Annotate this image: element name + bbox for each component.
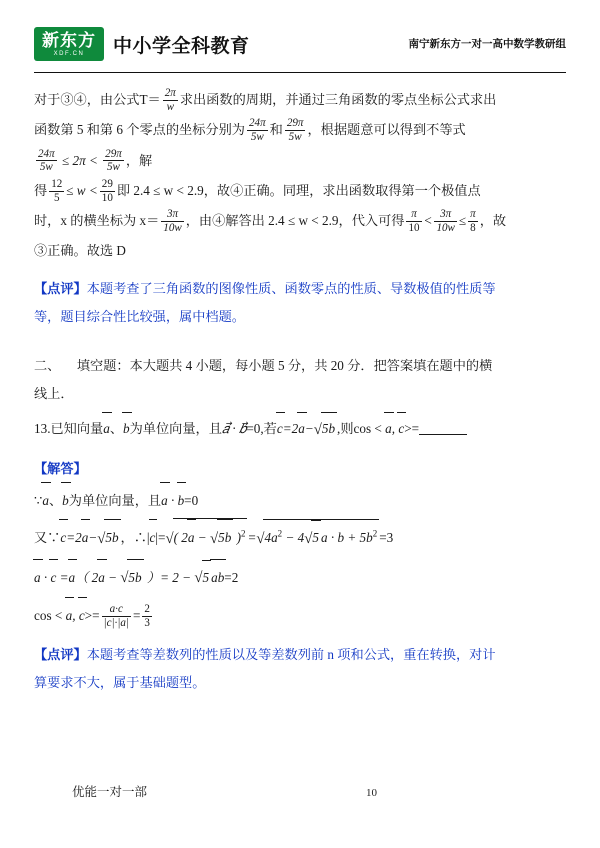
- comment-tag-2: 【点评】: [34, 647, 87, 663]
- s4-left: cos <: [34, 608, 63, 624]
- vector-c-3: c: [150, 520, 156, 554]
- department-label: 南宁新东方一对一高中数学教研组: [408, 37, 566, 50]
- p4-text-a: 得: [34, 182, 48, 198]
- s2-result: =3: [379, 529, 394, 545]
- q13-text-a: 已知向量: [50, 420, 104, 436]
- logo-sub-text: XDF.CN: [53, 50, 85, 57]
- dot-product-ab: 𝑎⃗ · 𝑏⃗: [221, 420, 247, 436]
- sqrt-5b-2: √5b: [97, 519, 120, 558]
- p1-text-b: 求出函数的周期，并通过三角函数的零点坐标公式求出: [179, 92, 497, 107]
- vector-b-1: b: [123, 413, 130, 443]
- q13-text-e: >=: [404, 420, 420, 436]
- comment-tag-1: 【点评】: [34, 280, 87, 296]
- relation-3: <: [423, 213, 433, 229]
- vector-c-1: c: [277, 413, 283, 443]
- sqrt-5b: √5b: [314, 412, 337, 446]
- paragraph-3-inequality: [34, 146, 566, 175]
- fraction-ac-over-abs: $\frac{a\cdot c}{|c|\cdot|a|}$: [103, 603, 129, 630]
- p5-text-b: ，由④解答出 2.4 ≤ w < 2.9，代入可得: [185, 213, 405, 229]
- s1-eq: =0: [184, 492, 199, 508]
- vectors-a-c-1: a, c: [382, 421, 404, 436]
- solution-step-1: [34, 483, 566, 517]
- term-2a-2: 2a: [75, 530, 88, 545]
- section-heading-2: [34, 352, 566, 407]
- fraction-2pi-over-w: $\frac{2\pi}{w}$: [164, 86, 176, 113]
- paragraph-5: [34, 206, 566, 235]
- relation-4: ≤: [458, 213, 467, 229]
- p2-text-b: ，根据题意可以得到不等式: [307, 122, 466, 138]
- answer-label-block: [34, 455, 566, 483]
- s2-mid2: |=: [155, 529, 166, 545]
- logo-main-text: 新东方: [42, 30, 96, 50]
- section-desc-line-2: 线上．: [34, 385, 74, 401]
- s3-eq: =a: [56, 570, 75, 585]
- dot-product-ab-2: a · b: [161, 493, 184, 508]
- s2-prefix: 又∵: [34, 529, 61, 545]
- solution-step-3: [34, 559, 566, 598]
- paragraph-6: [34, 236, 566, 265]
- fraction-29pi-5w-2: $\frac{29\pi}{5w}$: [105, 147, 122, 174]
- sqrt-expanded-expression: $√4a^2 - 4√5$ $a \cdot b + 5b^2$: [256, 519, 379, 558]
- q13-comma: 、: [109, 420, 124, 436]
- section-title: 填空题: [76, 358, 117, 374]
- vector-b-2: b: [62, 483, 69, 517]
- vector-a-2: a: [42, 483, 49, 517]
- q13-text-d: ,则cos <: [337, 420, 382, 436]
- fraction-pi-8: $\frac{\pi}{8}$: [470, 208, 476, 234]
- logo: [34, 27, 104, 61]
- comment-block-1: [34, 275, 566, 330]
- p2-text-a: 函数第 5 和第 6 个零点的坐标分别为: [34, 122, 245, 138]
- s4-eq: =: [132, 608, 141, 624]
- dot-product-ac: a · c: [34, 570, 56, 585]
- answer-tag: 【解答】: [34, 461, 87, 477]
- comment-text-1-line-2: 等，题目综合性比较强，属中档题。: [34, 308, 245, 324]
- p6-text: ③正确。故选 D: [34, 243, 126, 259]
- comment-text-2-line-2: 算要求不大，属于基础题型。: [34, 675, 206, 691]
- question-number: 13.: [34, 420, 51, 436]
- s3-paren: （ 2a − √5b ）: [75, 570, 160, 585]
- s4-gt: >=: [84, 608, 100, 624]
- s1-prefix: ∵: [34, 492, 43, 508]
- q13-text-b: 为单位向量，且: [129, 420, 222, 436]
- s2-mid: ，∴|: [120, 529, 150, 545]
- fraction-2-3: $\frac{2}{3}$: [144, 603, 150, 630]
- solution-step-4: [34, 598, 566, 632]
- minus-2: −: [88, 529, 98, 545]
- fraction-29pi-5w: $\frac{29\pi}{5w}$: [286, 117, 304, 144]
- fraction-3pi-10w-2: $\frac{3\pi}{10w}$: [436, 208, 455, 234]
- q13-text-c: =0,若: [246, 420, 277, 436]
- vectors-a-c-2: a, c: [62, 608, 84, 623]
- p1-text-a: 对于③④，由公式T＝: [34, 92, 161, 107]
- spacer-1: [34, 330, 566, 352]
- fraction-29-10: $\frac{29}{10}$: [101, 177, 113, 204]
- vector-a-1: a: [103, 413, 110, 443]
- page-header: [34, 0, 566, 66]
- page-number: 10: [366, 787, 377, 799]
- relation-2: ≤ w <: [66, 182, 98, 198]
- s3-val: =2: [224, 569, 239, 585]
- question-13: [34, 412, 566, 446]
- sqrt-squared-expression: √( 2a − √5b )$^2$: [165, 518, 247, 558]
- paragraph-4: [34, 176, 566, 205]
- section-desc-line-1: ：本大题共 4 小题，每小题 5 分，共 20 分．把答案填在题中的横: [116, 358, 493, 374]
- footer-label: 优能一对一部: [72, 785, 148, 799]
- s1-text: 为单位向量，且: [68, 492, 162, 508]
- term-2a: 2a: [292, 421, 305, 436]
- p3-tail: ，解: [125, 152, 153, 168]
- paragraph-1: [34, 85, 566, 114]
- comment-text-2-line-1: 本题考查等差数列的性质以及等差数列前 n 项和公式，重在转换，对计: [86, 647, 496, 663]
- q13-eq: =: [282, 420, 292, 436]
- comment-text-1-line-1: 本题考查了三角函数的图像性质、函数零点的性质、导数极值的性质等: [86, 280, 496, 296]
- relation-1: ≤ 2π <: [61, 152, 98, 168]
- solution-step-2: 又∵c=2a−√5b ，∴|c|=√( 2a − √5b )$^2 =√4a^2 - 4√5$ $a \cdot b + 5b^2 =3$: [34, 518, 566, 558]
- section-number: 二、: [34, 358, 61, 374]
- answer-blank[interactable]: [419, 434, 467, 435]
- comment-block-2: [34, 641, 566, 696]
- s2-eq: =: [66, 529, 76, 545]
- page-footer: [0, 782, 600, 800]
- s1-comma: 、: [48, 492, 63, 508]
- p2-text-mid: 和: [269, 122, 283, 138]
- minus-1: −: [304, 420, 314, 436]
- brand-title: 中小学全科教育: [113, 35, 250, 57]
- fraction-pi-10: $\frac{\pi}{10}$: [408, 208, 420, 234]
- fraction-24pi-5w: $\frac{24\pi}{5w}$: [249, 117, 266, 144]
- p5-text-c: ，故: [479, 213, 507, 229]
- p4-text-b: 即 2.4 ≤ w < 2.9，故④正确。同理，求出函数取得第一个极值点: [116, 182, 481, 198]
- fraction-12-5: $\frac{12}{5}$: [51, 177, 63, 204]
- document-body: [34, 73, 566, 697]
- p5-text-a: 时，x 的横坐标为 x＝: [34, 213, 160, 229]
- fraction-24pi-5w-2: $\frac{24\pi}{5w}$: [38, 147, 55, 174]
- paragraph-2: [34, 115, 566, 144]
- fraction-3pi-10w: $\frac{3\pi}{10w}$: [163, 208, 182, 234]
- s3-rhs: = 2 − √5 ab: [160, 570, 224, 585]
- vector-c-2: c: [60, 520, 66, 554]
